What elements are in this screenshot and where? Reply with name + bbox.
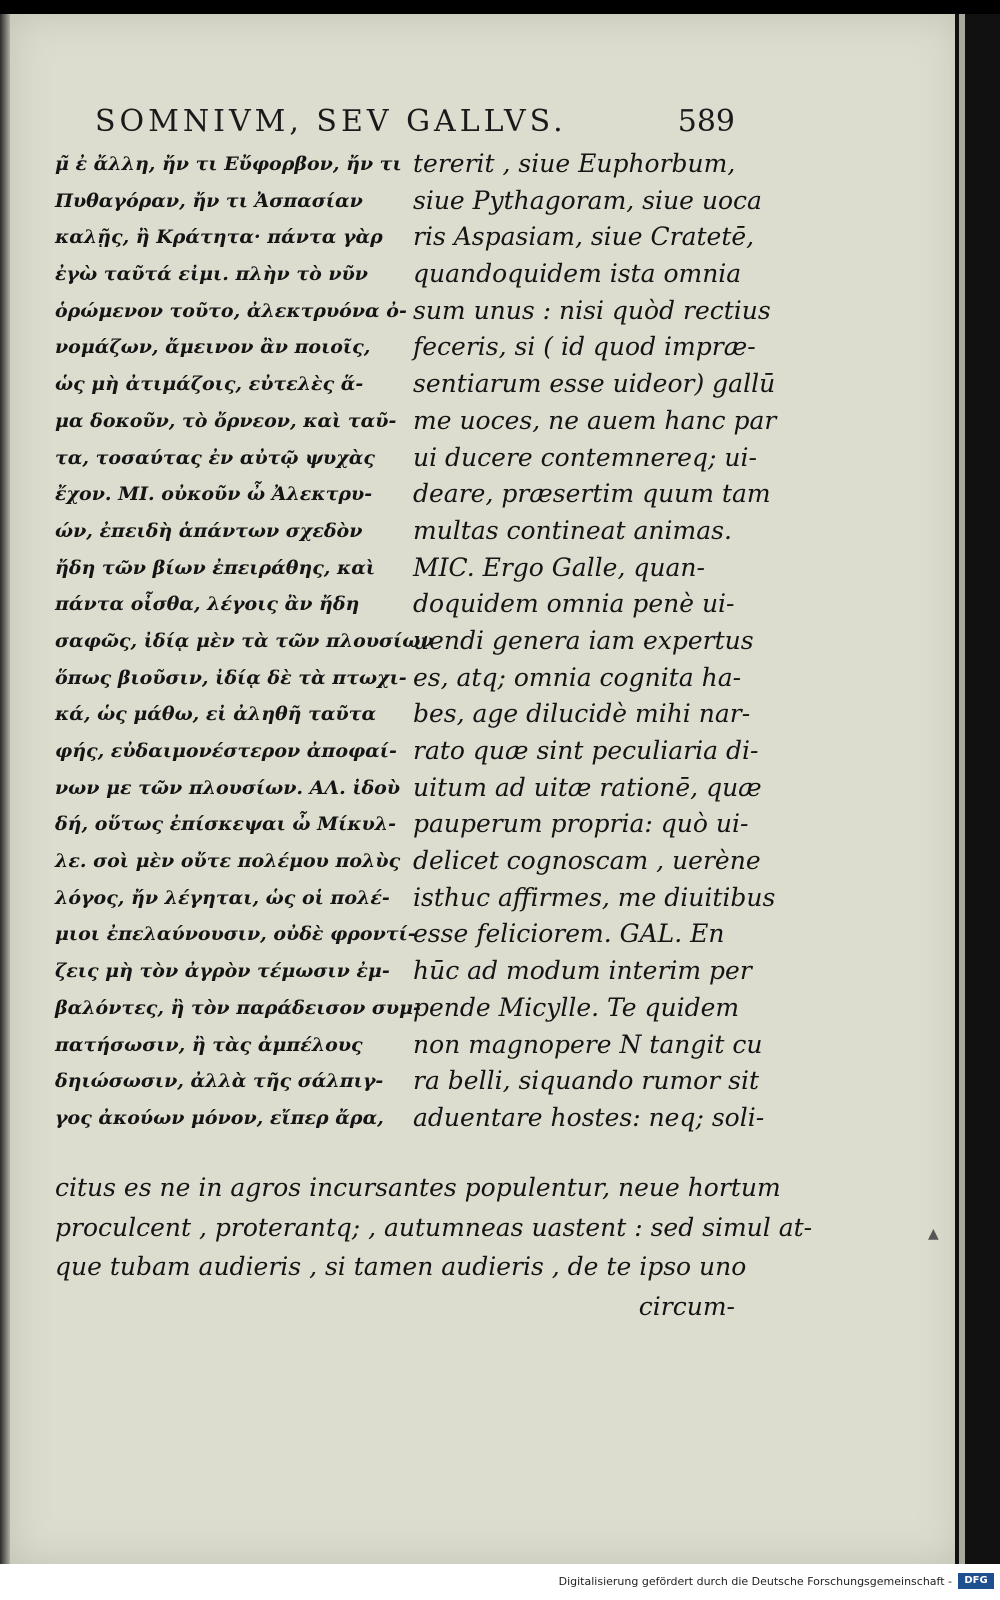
greek-text-line: λόγος, ἤν λέγηται, ὡς οἱ πολέ- xyxy=(55,886,390,909)
greek-column xyxy=(55,146,434,1137)
greek-text-line: μ̃ ἐ ἄλλη, ἤν τι Εὔφορβον, ἤν τι xyxy=(55,153,402,175)
greek-text-line: καλῇς, ἢ Κράτητα· πάντα γὰρ xyxy=(55,226,383,249)
greek-text-line: νων με τῶν πλουσίων. ΑΛ. ἰδοὺ xyxy=(55,776,401,799)
catchword: circum- xyxy=(638,1291,735,1321)
latin-column xyxy=(413,146,777,1137)
latin-text-line: ui ducere contemnereq; ui- xyxy=(413,442,757,472)
scanner-right-edge xyxy=(955,14,1000,1564)
full-width-text xyxy=(55,1168,813,1326)
full-text-line: citus es ne in agros incursantes populentur, neue hortum xyxy=(55,1173,781,1202)
full-text-line: que tubam audieris , si tamen audieris , de te ipso uno xyxy=(55,1252,747,1281)
greek-text-line: ὅπως βιοῦσιν, ἰδίᾳ δὲ τὰ πτωχι- xyxy=(55,666,407,689)
greek-text-line: φής, εὐδαιμονέστερον ἀποφαί- xyxy=(55,740,397,762)
latin-text-line: pende Micylle. Te quidem xyxy=(413,992,740,1022)
latin-text-line: doquidem omnia penè ui- xyxy=(413,589,735,619)
greek-text-line: ών, ἐπειδὴ ἁπάντων σχεδὸν xyxy=(55,519,363,542)
latin-text-line: pauperum propria: quò ui- xyxy=(413,809,749,839)
latin-text-line: sum unus : nisi quòd rectius xyxy=(413,295,771,325)
greek-text-line: γος ἀκούων μόνον, εἴπερ ἄρα, xyxy=(55,1106,384,1129)
latin-text-line: isthuc affirmes, me diuitibus xyxy=(413,882,776,912)
greek-text-line: πάντα οἶσθα, λέγοις ἂν ἤδη xyxy=(55,593,360,616)
greek-text-line: πατήσωσιν, ἢ τὰς ἀμπέλους xyxy=(55,1033,363,1056)
funding-notice: Digitalisierung gefördert durch die Deutsche Forschungsgemeinschaft - xyxy=(558,1575,952,1588)
latin-text-line: non magnopere N tangit cu xyxy=(413,1029,763,1059)
latin-text-line: MIC. Ergo Galle, quan- xyxy=(413,552,705,582)
page-edge-strip xyxy=(959,14,965,1564)
latin-text-line: ris Aspasiam, siue Cratetē, xyxy=(413,222,755,252)
footer-bar xyxy=(0,1564,1000,1600)
latin-text-line: multas contineat animas. xyxy=(413,515,732,545)
greek-text-line: σαφῶς, ἰδίᾳ μὲν τὰ τῶν πλουσίων xyxy=(55,629,434,652)
dfg-logo: DFG xyxy=(958,1573,994,1589)
latin-text-line: delicet cognoscam , uerène xyxy=(413,846,761,876)
greek-text-line: νομάζων, ἄμεινον ἂν ποιοῖς, xyxy=(55,336,371,359)
greek-text-line: κά, ὡς μάθω, εἰ ἀληθῆ ταῦτα xyxy=(55,703,377,726)
latin-text-line: me uoces, ne auem hanc par xyxy=(413,405,777,435)
latin-text-line: siue Pythagoram, siue uoca xyxy=(413,185,762,215)
full-text-line: proculcent , proterantq; , autumneas uastent : sed simul at- xyxy=(55,1212,813,1242)
latin-text-line: feceris, si ( id quod impræ- xyxy=(413,332,756,362)
latin-text-line: bes, age dilucidè mihi nar- xyxy=(413,699,751,729)
page-number: 589 xyxy=(677,104,735,139)
latin-text-line: ra belli, siquando rumor sit xyxy=(413,1066,759,1096)
greek-text-line: τα, τοσαύτας ἐν αὐτῷ ψυχὰς xyxy=(55,446,375,469)
greek-text-line: βαλόντες, ἢ τὸν παράδεισον συμ- xyxy=(55,996,421,1019)
greek-text-line: ὡς μὴ ἀτιμάζοις, εὐτελὲς ἅ- xyxy=(55,373,364,396)
greek-text-line: ζεις μὴ τὸν ἀγρὸν τέμωσιν ἐμ- xyxy=(55,960,390,983)
latin-text-line: rato quæ sint peculiaria di- xyxy=(413,736,759,765)
latin-text-line: uitum ad uitæ rationē, quæ xyxy=(413,772,762,802)
latin-text-line: tererit , siue Euphorbum, xyxy=(413,149,736,178)
greek-text-line: Πυθαγόραν, ἤν τι Ἀσπασίαν xyxy=(55,189,363,212)
greek-text-line: ἤδη τῶν βίων ἐπειράθης, καὶ xyxy=(55,556,376,579)
latin-text-line: quandoquidem ista omnia xyxy=(413,259,742,289)
greek-text-line: μα δοκοῦν, τὸ ὄρνεον, καὶ ταῦ- xyxy=(55,409,397,432)
greek-text-line: μιοι ἐπελαύνουσιν, οὐδὲ φροντί- xyxy=(55,923,416,946)
greek-text-line: δηιώσωσιν, ἀλλὰ τῆς σάλπιγ- xyxy=(55,1070,384,1093)
latin-text-line: aduentare hostes: neq; soli- xyxy=(413,1102,765,1132)
latin-text-line: hūc ad modum interim per xyxy=(413,956,752,986)
latin-text-line: es, atq; omnia cognita ha- xyxy=(413,662,742,692)
latin-text-line: uendi genera iam expertus xyxy=(413,625,754,655)
latin-text-line: deare, præsertim quum tam xyxy=(413,479,771,509)
scanner-top-bar xyxy=(0,0,1000,14)
greek-text-line: ὁρώμενον τοῦτο, ἀλεκτρυόνα ὀ- xyxy=(55,299,407,322)
greek-text-line: δή, οὕτως ἐπίσκεψαι ὦ Μίκυλ- xyxy=(55,813,396,836)
latin-text-line: esse feliciorem. GAL. En xyxy=(413,919,725,949)
running-title: SOMNIVM, SEV GALLVS. xyxy=(95,104,567,139)
running-header xyxy=(95,104,735,144)
greek-text-line: ἔχον. ΜΙ. οὐκοῦν ὦ Ἀλεκτρυ- xyxy=(55,483,373,506)
margin-mark: ▲ xyxy=(928,1226,939,1242)
greek-text-line: ἐγὼ ταῦτά εἰμι. πλὴν τὸ νῦν xyxy=(55,263,368,286)
greek-text-line: λε. σοὶ μὲν οὔτε πολέμου πολὺς xyxy=(55,850,401,873)
latin-text-line: sentiarum esse uideor) gallū xyxy=(413,369,776,399)
